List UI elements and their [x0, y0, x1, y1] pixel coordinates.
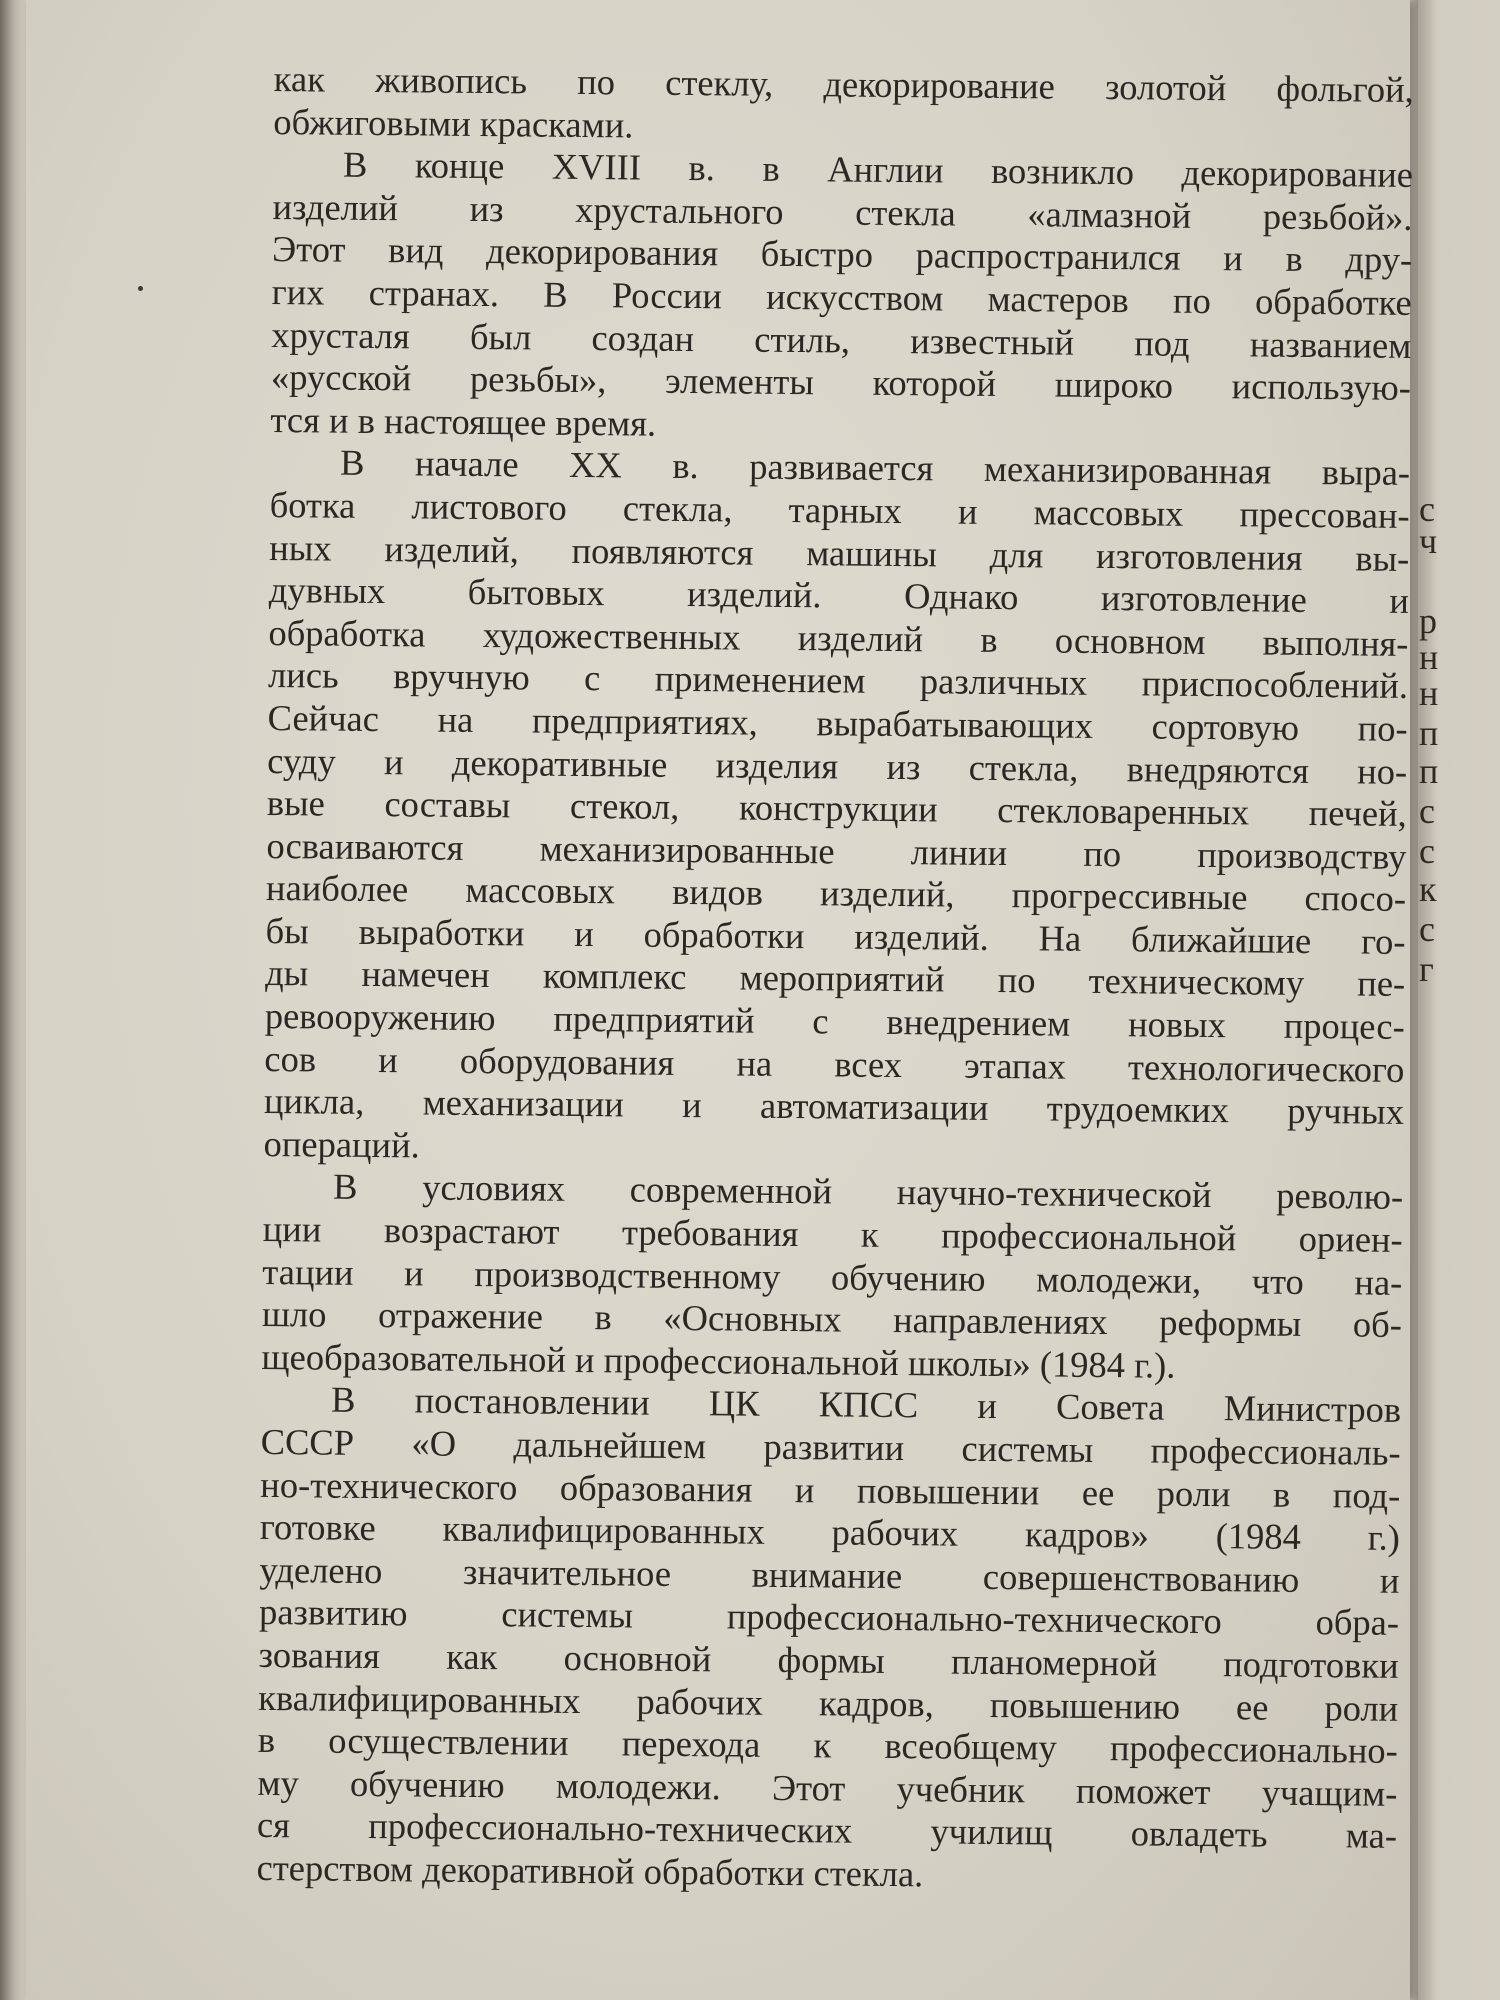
- text-line: В начале XX в. развивается механизированная выра-: [339, 441, 1411, 494]
- paragraph: [273, 58, 1414, 154]
- adjacent-page-fragment: г: [1419, 949, 1435, 989]
- text-line: готовке квалифицированных рабочих кадров» (1984 г.): [259, 1506, 1401, 1559]
- text-line: шло отражение в «Основных направлениях реформы об-: [261, 1293, 1403, 1346]
- adjacent-page-fragment: с: [1419, 791, 1436, 831]
- adjacent-page-fragment: п: [1419, 713, 1440, 753]
- text-line: развитию системы профессионально-технического обра-: [258, 1591, 1400, 1644]
- text-line: лись вручную с применением различных приспособлений.: [267, 654, 1409, 707]
- page-text: [256, 58, 1414, 1900]
- adjacent-page-fragment: с: [1419, 909, 1436, 949]
- text-line: ревооружению предприятий с внедрением новых процес-: [264, 995, 1405, 1047]
- paragraph: [256, 1378, 1401, 1900]
- text-line: зования как основной формы планомерной подготовки: [258, 1633, 1399, 1686]
- text-line: суду и декоративные изделия из стекла, внедряются но-: [267, 739, 1408, 792]
- text-line: ных изделий, появляются машины для изготовления вы-: [269, 526, 1410, 579]
- margin-mark: [138, 286, 143, 291]
- adjacent-page-fragment: н: [1419, 637, 1440, 677]
- text-line: ботка листового стекла, тарных и массовых прессован-: [269, 483, 1410, 536]
- text-line: Этот вид декорирования быстро распространился и в дру-: [271, 228, 1413, 281]
- text-line: тации и производственному обучению молодежи, что на-: [262, 1250, 1403, 1303]
- adjacent-page-edge: [1418, 0, 1500, 2000]
- text-line: гих странах. В России искусством мастеров по обработке: [271, 270, 1412, 323]
- adjacent-page-fragment: с: [1419, 489, 1436, 529]
- text-line: сов и оборудования на всех этапах технологического: [264, 1037, 1405, 1090]
- text-line: стерством декоративной обработки стекла.: [256, 1846, 924, 1895]
- text-line: наиболее массовых видов изделий, прогрессивные спосо-: [265, 867, 1407, 920]
- text-line: «русской резьбы», элементы которой широко использую-: [270, 356, 1412, 409]
- text-line: осваиваются механизированные линии по производству: [266, 824, 1407, 877]
- text-line: ции возрастают требования к профессиональной ориен-: [262, 1207, 1403, 1260]
- book-page: [26, 0, 1414, 2000]
- text-line: дувных бытовых изделий. Однако изготовление и: [268, 569, 1410, 622]
- text-line: операций.: [263, 1122, 420, 1166]
- text-line: в осуществлении перехода к всеобщему профессионально-: [257, 1719, 1399, 1772]
- text-line: квалифицированных рабочих кадров, повышению ее роли: [258, 1676, 1399, 1729]
- text-line: бы выработки и обработки изделий. На ближайшие го-: [265, 909, 1406, 962]
- text-line: Сейчас на предприятиях, вырабатывающих сортовую по-: [267, 696, 1408, 749]
- text-line: В условиях современной научно-технической револю-: [332, 1166, 1404, 1218]
- text-line: вые составы стекол, конструкции стекловаренных печей,: [266, 782, 1407, 835]
- text-line: щеобразовательной и профессиональной школы» (1984 г.).: [261, 1335, 1176, 1386]
- text-line: обжиговыми красками.: [273, 100, 634, 146]
- text-line: но-технического образования и повышении ее роли в под-: [260, 1463, 1401, 1516]
- paragraph: [261, 1165, 1403, 1389]
- text-line: ды намечен комплекс мероприятий по техническому пе-: [265, 952, 1406, 1005]
- text-line: цикла, механизации и автоматизации трудоемких ручных: [263, 1080, 1405, 1133]
- adjacent-page-fragment: п: [1419, 751, 1440, 791]
- text-line: В конце XVIII в. в Англии возникло декорирование: [342, 143, 1414, 196]
- text-line: СССР «О дальнейшем развитии системы профессиональ-: [260, 1420, 1401, 1473]
- paragraph: [263, 441, 1410, 1176]
- text-line: обработка художественных изделий в основном выполня-: [268, 611, 1409, 664]
- text-line: тся и в настоящее время.: [270, 398, 657, 444]
- adjacent-page-fragment: р: [1419, 601, 1438, 641]
- adjacent-page-fragment: с: [1419, 831, 1436, 871]
- paragraph: [270, 143, 1413, 452]
- adjacent-page-fragment: н: [1419, 673, 1440, 713]
- text-line: уделено значительное внимание совершенствованию и: [259, 1548, 1400, 1601]
- adjacent-page-fragment: ч: [1419, 521, 1439, 561]
- text-line: хрусталя был создан стиль, известный под названием: [271, 313, 1412, 366]
- text-line: как живопись по стеклу, декорирование золотой фольгой,: [273, 58, 1414, 110]
- adjacent-page-fragment: к: [1419, 869, 1438, 909]
- text-line: му обучению молодежи. Этот учебник поможет учащим-: [257, 1761, 1398, 1814]
- text-line: изделий из хрустального стекла «алмазной резьбой».: [272, 185, 1413, 238]
- text-line: ся профессионально-технических училищ овладеть ма-: [256, 1804, 1398, 1857]
- text-line: В постановлении ЦК КПСС и Совета Министров: [330, 1379, 1402, 1431]
